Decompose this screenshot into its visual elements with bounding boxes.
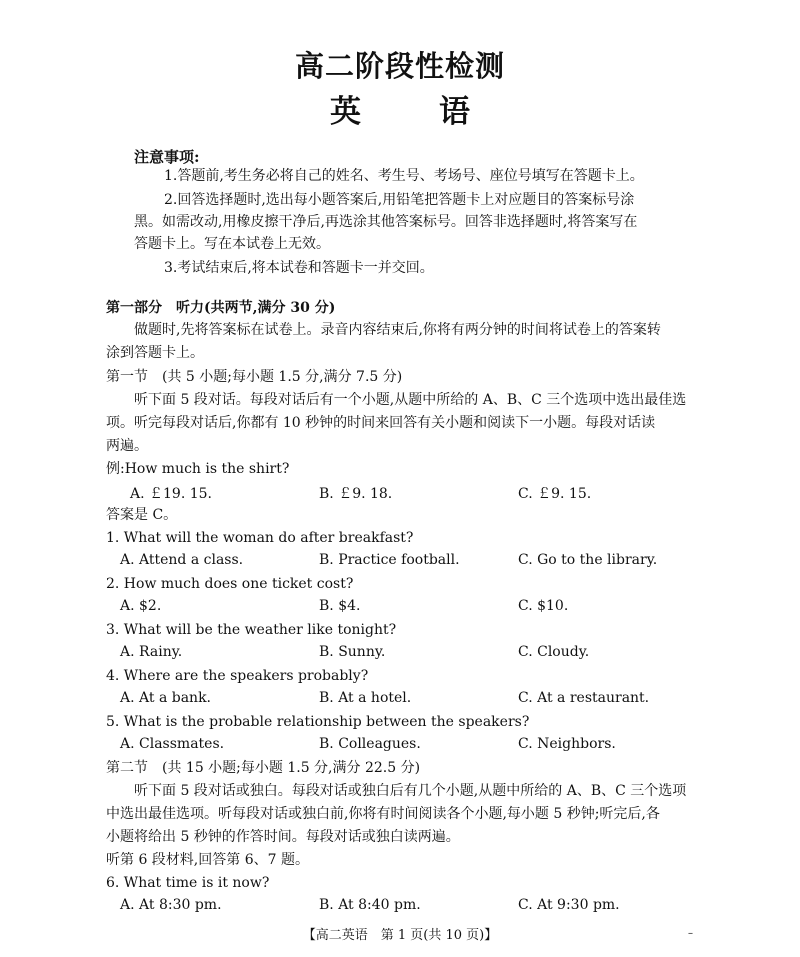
question-2: 2. How much does one ticket cost? (106, 576, 354, 592)
example-option-c: C. ￡9. 15. (518, 486, 592, 502)
question-5: 5. What is the probable relationship between the speakers? (106, 714, 530, 730)
question-4-option-c: C. At a restaurant. (518, 690, 650, 706)
example-answer: 答案是 C。 (106, 507, 178, 523)
question-3-option-a: A. Rainy. (120, 644, 183, 660)
page-footer: 【高二英语 第 1 页(共 10 页)】 (302, 928, 498, 943)
part1-instruction-line-2: 涂到答题卡上。 (106, 345, 204, 361)
section2-instruction-line-3: 小题将给出 5 秒钟的作答时间。每段对话或独白读两遍。 (106, 829, 460, 845)
question-1-option-a: A. Attend a class. (120, 552, 244, 568)
question-4-option-b: B. At a hotel. (319, 690, 412, 706)
question-5-option-c: C. Neighbors. (518, 736, 616, 752)
question-3: 3. What will be the weather like tonight? (106, 622, 397, 638)
section1-instruction-line-3: 两遍。 (106, 438, 148, 454)
subject-char-1: 英 (330, 94, 361, 130)
notice-heading: 注意事项: (134, 148, 200, 166)
question-6-option-b: B. At 8:40 pm. (319, 897, 421, 913)
example-option-b: B. ￡9. 18. (319, 486, 393, 502)
subject-char-2: 语 (439, 94, 470, 130)
section2-instruction-line-1: 听下面 5 段对话或独白。每段对话或独白后有几个小题,从题中所给的 A、B、C 三个选项 (134, 783, 687, 799)
question-5-option-b: B. Colleagues. (319, 736, 421, 752)
question-2-option-a: A. $2. (120, 598, 162, 614)
question-6-option-a: A. At 8:30 pm. (120, 897, 222, 913)
question-2-option-c: C. $10. (518, 598, 569, 614)
section2-heading: 第二节 (共 15 小题;每小题 1.5 分,满分 22.5 分) (106, 760, 421, 776)
exam-title: 高二阶段性检测 (294, 49, 505, 83)
example-question: 例:How much is the shirt? (106, 461, 290, 477)
notice-item-2-line-3: 答题卡上。写在本试卷上无效。 (134, 236, 330, 252)
question-5-option-a: A. Classmates. (120, 736, 225, 752)
question-3-option-b: B. Sunny. (319, 644, 386, 660)
part1-heading: 第一部分 听力(共两节,满分 30 分) (106, 300, 336, 316)
notice-item-1: 1.答题前,考生务必将自己的姓名、考生号、考场号、座位号填写在答题卡上。 (164, 168, 644, 184)
question-4-option-a: A. At a bank. (120, 690, 212, 706)
question-1-option-c: C. Go to the library. (518, 552, 658, 568)
question-6-option-c: C. At 9:30 pm. (518, 897, 620, 913)
material-6-instruction: 听第 6 段材料,回答第 6、7 题。 (106, 852, 309, 868)
corner-mark: – (688, 928, 693, 939)
question-1-option-b: B. Practice football. (319, 552, 460, 568)
subject-title (0, 86, 800, 131)
notice-item-2-line-2: 黑。如需改动,用橡皮擦干净后,再选涂其他答案标号。回答非选择题时,将答案写在 (134, 214, 638, 230)
question-6: 6. What time is it now? (106, 875, 270, 891)
part1-instruction-line-1: 做题时,先将答案标在试卷上。录音内容结束后,你将有两分钟的时间将试卷上的答案转 (134, 322, 661, 338)
question-4: 4. Where are the speakers probably? (106, 668, 369, 684)
question-1: 1. What will the woman do after breakfast? (106, 530, 414, 546)
section2-instruction-line-2: 中选出最佳选项。听每段对话或独白前,你将有时间阅读各个小题,每小题 5 秒钟;听完后,各 (106, 806, 660, 822)
section1-instruction-line-1: 听下面 5 段对话。每段对话后有一个小题,从题中所给的 A、B、C 三个选项中选出最佳选 (134, 392, 687, 408)
notice-item-3: 3.考试结束后,将本试卷和答题卡一并交回。 (164, 260, 434, 276)
question-2-option-b: B. $4. (319, 598, 361, 614)
section1-instruction-line-2: 项。听完每段对话后,你都有 10 秒钟的时间来回答有关小题和阅读下一小题。每段对话读 (106, 415, 656, 431)
section1-heading: 第一节 (共 5 小题;每小题 1.5 分,满分 7.5 分) (106, 369, 403, 385)
notice-item-2-line-1: 2.回答选择题时,选出每小题答案后,用铅笔把答题卡上对应题目的答案标号涂 (164, 192, 635, 208)
question-3-option-c: C. Cloudy. (518, 644, 590, 660)
example-option-a: A. ￡19. 15. (130, 486, 212, 502)
